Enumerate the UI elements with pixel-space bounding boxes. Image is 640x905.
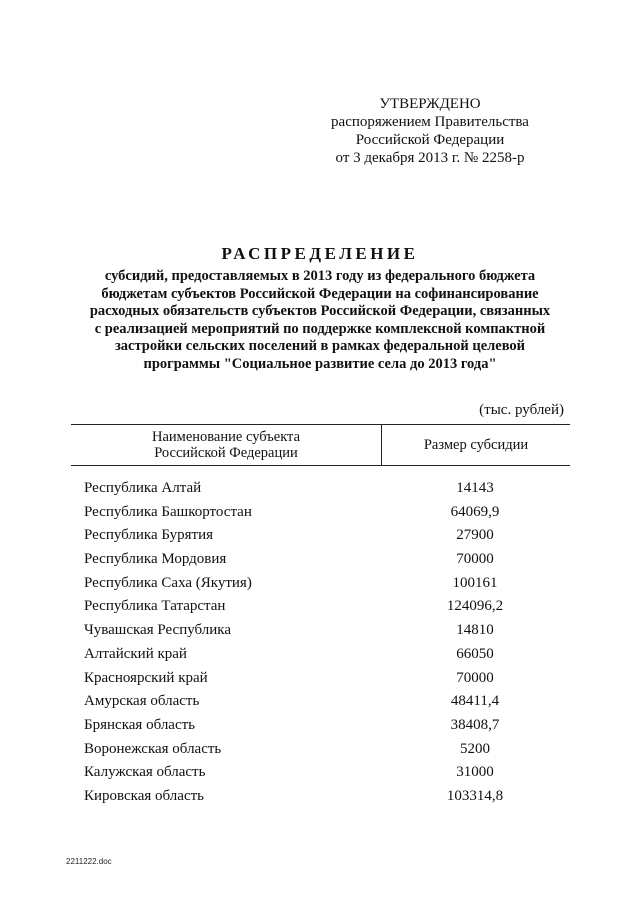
subsidy-amount: 70000 [456, 669, 494, 686]
document-subtitle-line: субсидий, предоставляемых в 2013 году из федерального бюджета [104, 268, 536, 284]
table-row [0, 480, 640, 504]
document-title: РАСПРЕДЕЛЕНИЕ [221, 244, 419, 263]
table-body [0, 480, 640, 812]
column-header-value: Размер субсидии [423, 437, 529, 453]
subsidy-amount: 27900 [456, 527, 494, 544]
subsidy-amount: 5200 [460, 740, 490, 757]
table-row [0, 622, 640, 646]
table-row [0, 551, 640, 575]
table-row [0, 646, 640, 670]
approval-stamp [300, 95, 560, 167]
table-row [0, 598, 640, 622]
table-row [0, 575, 640, 599]
subsidy-amount: 14810 [456, 622, 494, 639]
subsidy-amount: 31000 [456, 764, 494, 781]
subsidy-amount: 14143 [456, 480, 494, 496]
region-name: Брянская область [84, 716, 196, 733]
subsidy-amount: 100161 [452, 574, 498, 591]
table-row [0, 764, 640, 788]
subsidy-amount: 38408,7 [450, 716, 500, 733]
table-row [0, 741, 640, 765]
region-name: Воронежская область [84, 740, 222, 757]
units-note: (тыс. рублей) [479, 402, 564, 418]
subsidy-amount: 70000 [456, 551, 494, 568]
subsidy-amount: 124096,2 [446, 598, 504, 615]
document-subtitle-line: застройки сельских поселений в рамках федеральной целевой [114, 338, 526, 354]
approval-line: распоряжением Правительства [331, 114, 529, 130]
subsidy-amount: 64069,9 [450, 503, 500, 520]
region-name: Калужская область [84, 764, 206, 781]
table-row [0, 670, 640, 694]
region-name: Кировская область [84, 787, 205, 804]
approval-line: от 3 декабря 2013 г. № 2258-р [335, 150, 525, 166]
region-name: Амурская область [84, 693, 200, 710]
region-name: Республика Алтай [84, 480, 202, 496]
table-row [0, 788, 640, 812]
column-header-name-line: Российской Федерации [154, 445, 298, 461]
approval-line: УТВЕРЖДЕНО [379, 96, 481, 112]
region-name: Республика Саха (Якутия) [84, 574, 252, 591]
subsidy-amount: 103314,8 [446, 787, 504, 804]
region-name: Алтайский край [84, 645, 187, 662]
document-title-block [70, 244, 570, 373]
document-subtitle-line: бюджетам субъектов Российской Федерации на софинансирование [101, 285, 539, 302]
table-row [0, 717, 640, 741]
subsidy-amount: 66050 [456, 645, 494, 662]
column-header-name-line: Наименование субъекта [151, 429, 301, 445]
table-row [0, 527, 640, 551]
file-code: 2211222.doc [66, 857, 112, 866]
region-name: Республика Бурятия [84, 527, 214, 544]
document-subtitle-line: программы "Социальное развитие села до 2013 года" [143, 355, 497, 372]
table-header [71, 424, 570, 466]
table-row [0, 693, 640, 717]
document-subtitle-line: с реализацией мероприятий по поддержке комплексной компактной [94, 320, 546, 337]
region-name: Республика Мордовия [84, 551, 227, 568]
table-row [0, 504, 640, 528]
subsidy-amount: 48411,4 [450, 693, 500, 710]
region-name: Республика Башкортостан [84, 503, 252, 520]
approval-line: Российской Федерации [355, 132, 505, 148]
region-name: Чувашская Республика [84, 622, 232, 639]
column-header-name [71, 429, 381, 461]
region-name: Красноярский край [84, 669, 208, 686]
region-name: Республика Татарстан [84, 598, 226, 615]
document-subtitle-line: расходных обязательств субъектов Российской Федерации, связанных [89, 303, 551, 319]
